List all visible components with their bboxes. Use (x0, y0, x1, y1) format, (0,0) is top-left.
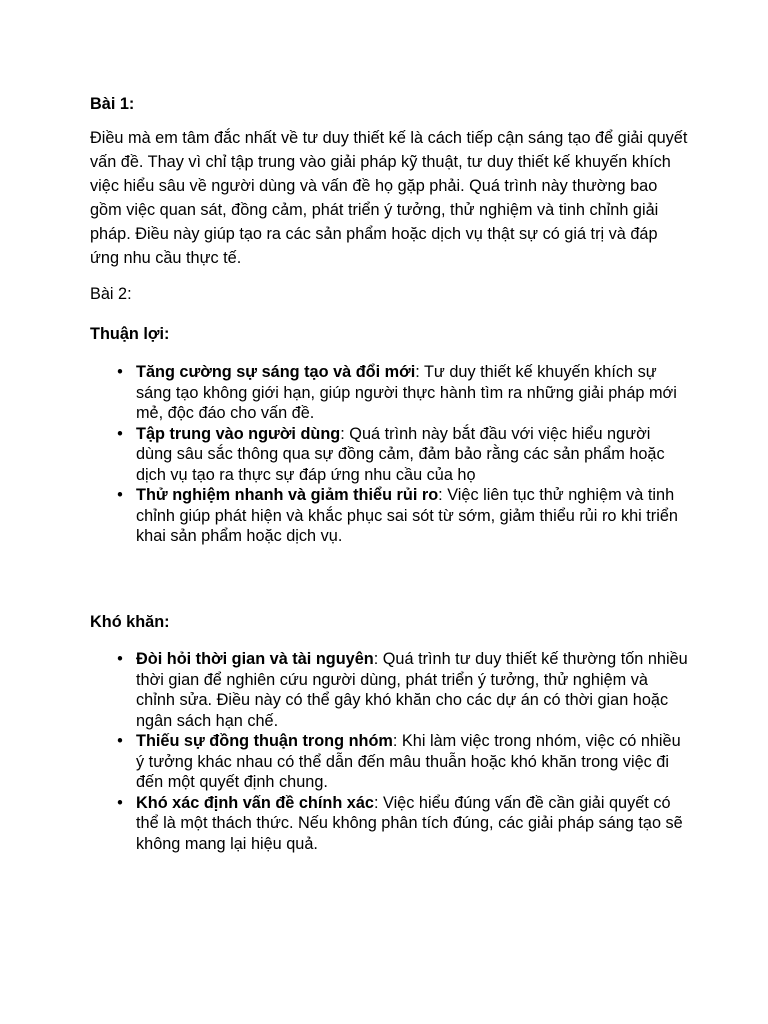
item-text: : Tư duy thiết kế khuyến khích sự sáng tạo không giới hạn, giúp người thực hành tìm ra những giải pháp mới mẻ, độc đáo cho vấn đề. (136, 363, 677, 422)
item-text: : Việc liên tục thử nghiệm và tinh chỉnh giúp phát hiện và khắc phục sai sót từ sớm, giảm thiểu rủi ro khi triển khai sản phẩm hoặc dịch vụ. (136, 486, 678, 545)
item-lead: Khó xác định vấn đề chính xác (136, 793, 374, 812)
item-lead: Thiếu sự đồng thuận trong nhóm (136, 732, 393, 750)
list-item (90, 362, 690, 424)
list-item (90, 424, 690, 486)
bullet-marker: • (117, 486, 123, 504)
item-text: : Việc hiểu đúng vấn đề cần giải quyết có thể là một thách thức. Nếu không phân tích đúng, các giải pháp sáng tạo sẽ không mang lại hiệu quả. (136, 793, 683, 853)
bullet-marker: • (117, 793, 123, 812)
difficulties-list (90, 649, 690, 854)
bai1-paragraph: Điều mà em tâm đắc nhất về tư duy thiết kế là cách tiếp cận sáng tạo để giải quyết vấn đề. Thay vì chỉ tập trung vào giải pháp kỹ thuật, tư duy thiết kế khuyến khích việc hiểu sâu về người dùng và vấn đề họ gặp phải. Quá trình này thường bao gồm việc quan sát, đồng cảm, phát triển ý tưởng, thử nghiệm và tinh chỉnh giải pháp. Điều này giúp tạo ra các sản phẩm hoặc dịch vụ thật sự có giá trị và đáp ứng nhu cầu thực tế. (90, 129, 688, 267)
list-item (90, 793, 690, 855)
bullet-marker: • (117, 732, 123, 750)
difficulties-heading: Khó khăn: (90, 613, 170, 631)
list-item (90, 649, 690, 731)
bullet-marker: • (117, 363, 123, 381)
item-text: : Khi làm việc trong nhóm, việc có nhiều ý tưởng khác nhau có thể dẫn đến mâu thuẫn hoặc khó khăn trong việc đi đến một quyết định chung. (136, 732, 681, 791)
advantages-heading: Thuận lợi: (90, 325, 170, 343)
advantages-list (90, 362, 690, 547)
item-lead: Thử nghiệm nhanh và giảm thiểu rủi ro (136, 486, 439, 504)
item-lead: Tập trung vào người dùng (136, 424, 341, 443)
bai1-heading: Bài 1: (90, 95, 135, 113)
item-lead: Tăng cường sự sáng tạo và đổi mới (136, 363, 416, 381)
item-text: : Quá trình tư duy thiết kế thường tốn nhiều thời gian để nghiên cứu người dùng, phát triển ý tưởng, thử nghiệm và chỉnh sửa. Điều này có thể gây khó khăn cho các dự án có thời gian hoặc ngân sách hạn chế. (136, 650, 688, 730)
bullet-marker: • (117, 424, 123, 443)
item-lead: Đòi hỏi thời gian và tài nguyên (136, 650, 374, 668)
bullet-marker: • (117, 650, 123, 668)
list-item (90, 485, 690, 547)
list-item (90, 731, 690, 793)
bai2-heading: Bài 2: (90, 285, 132, 303)
item-text: : Quá trình này bắt đầu với việc hiểu người dùng sâu sắc thông qua sự đồng cảm, đảm bảo rằng các sản phẩm hoặc dịch vụ tạo ra thực sự đáp ứng nhu cầu của họ (136, 424, 665, 484)
